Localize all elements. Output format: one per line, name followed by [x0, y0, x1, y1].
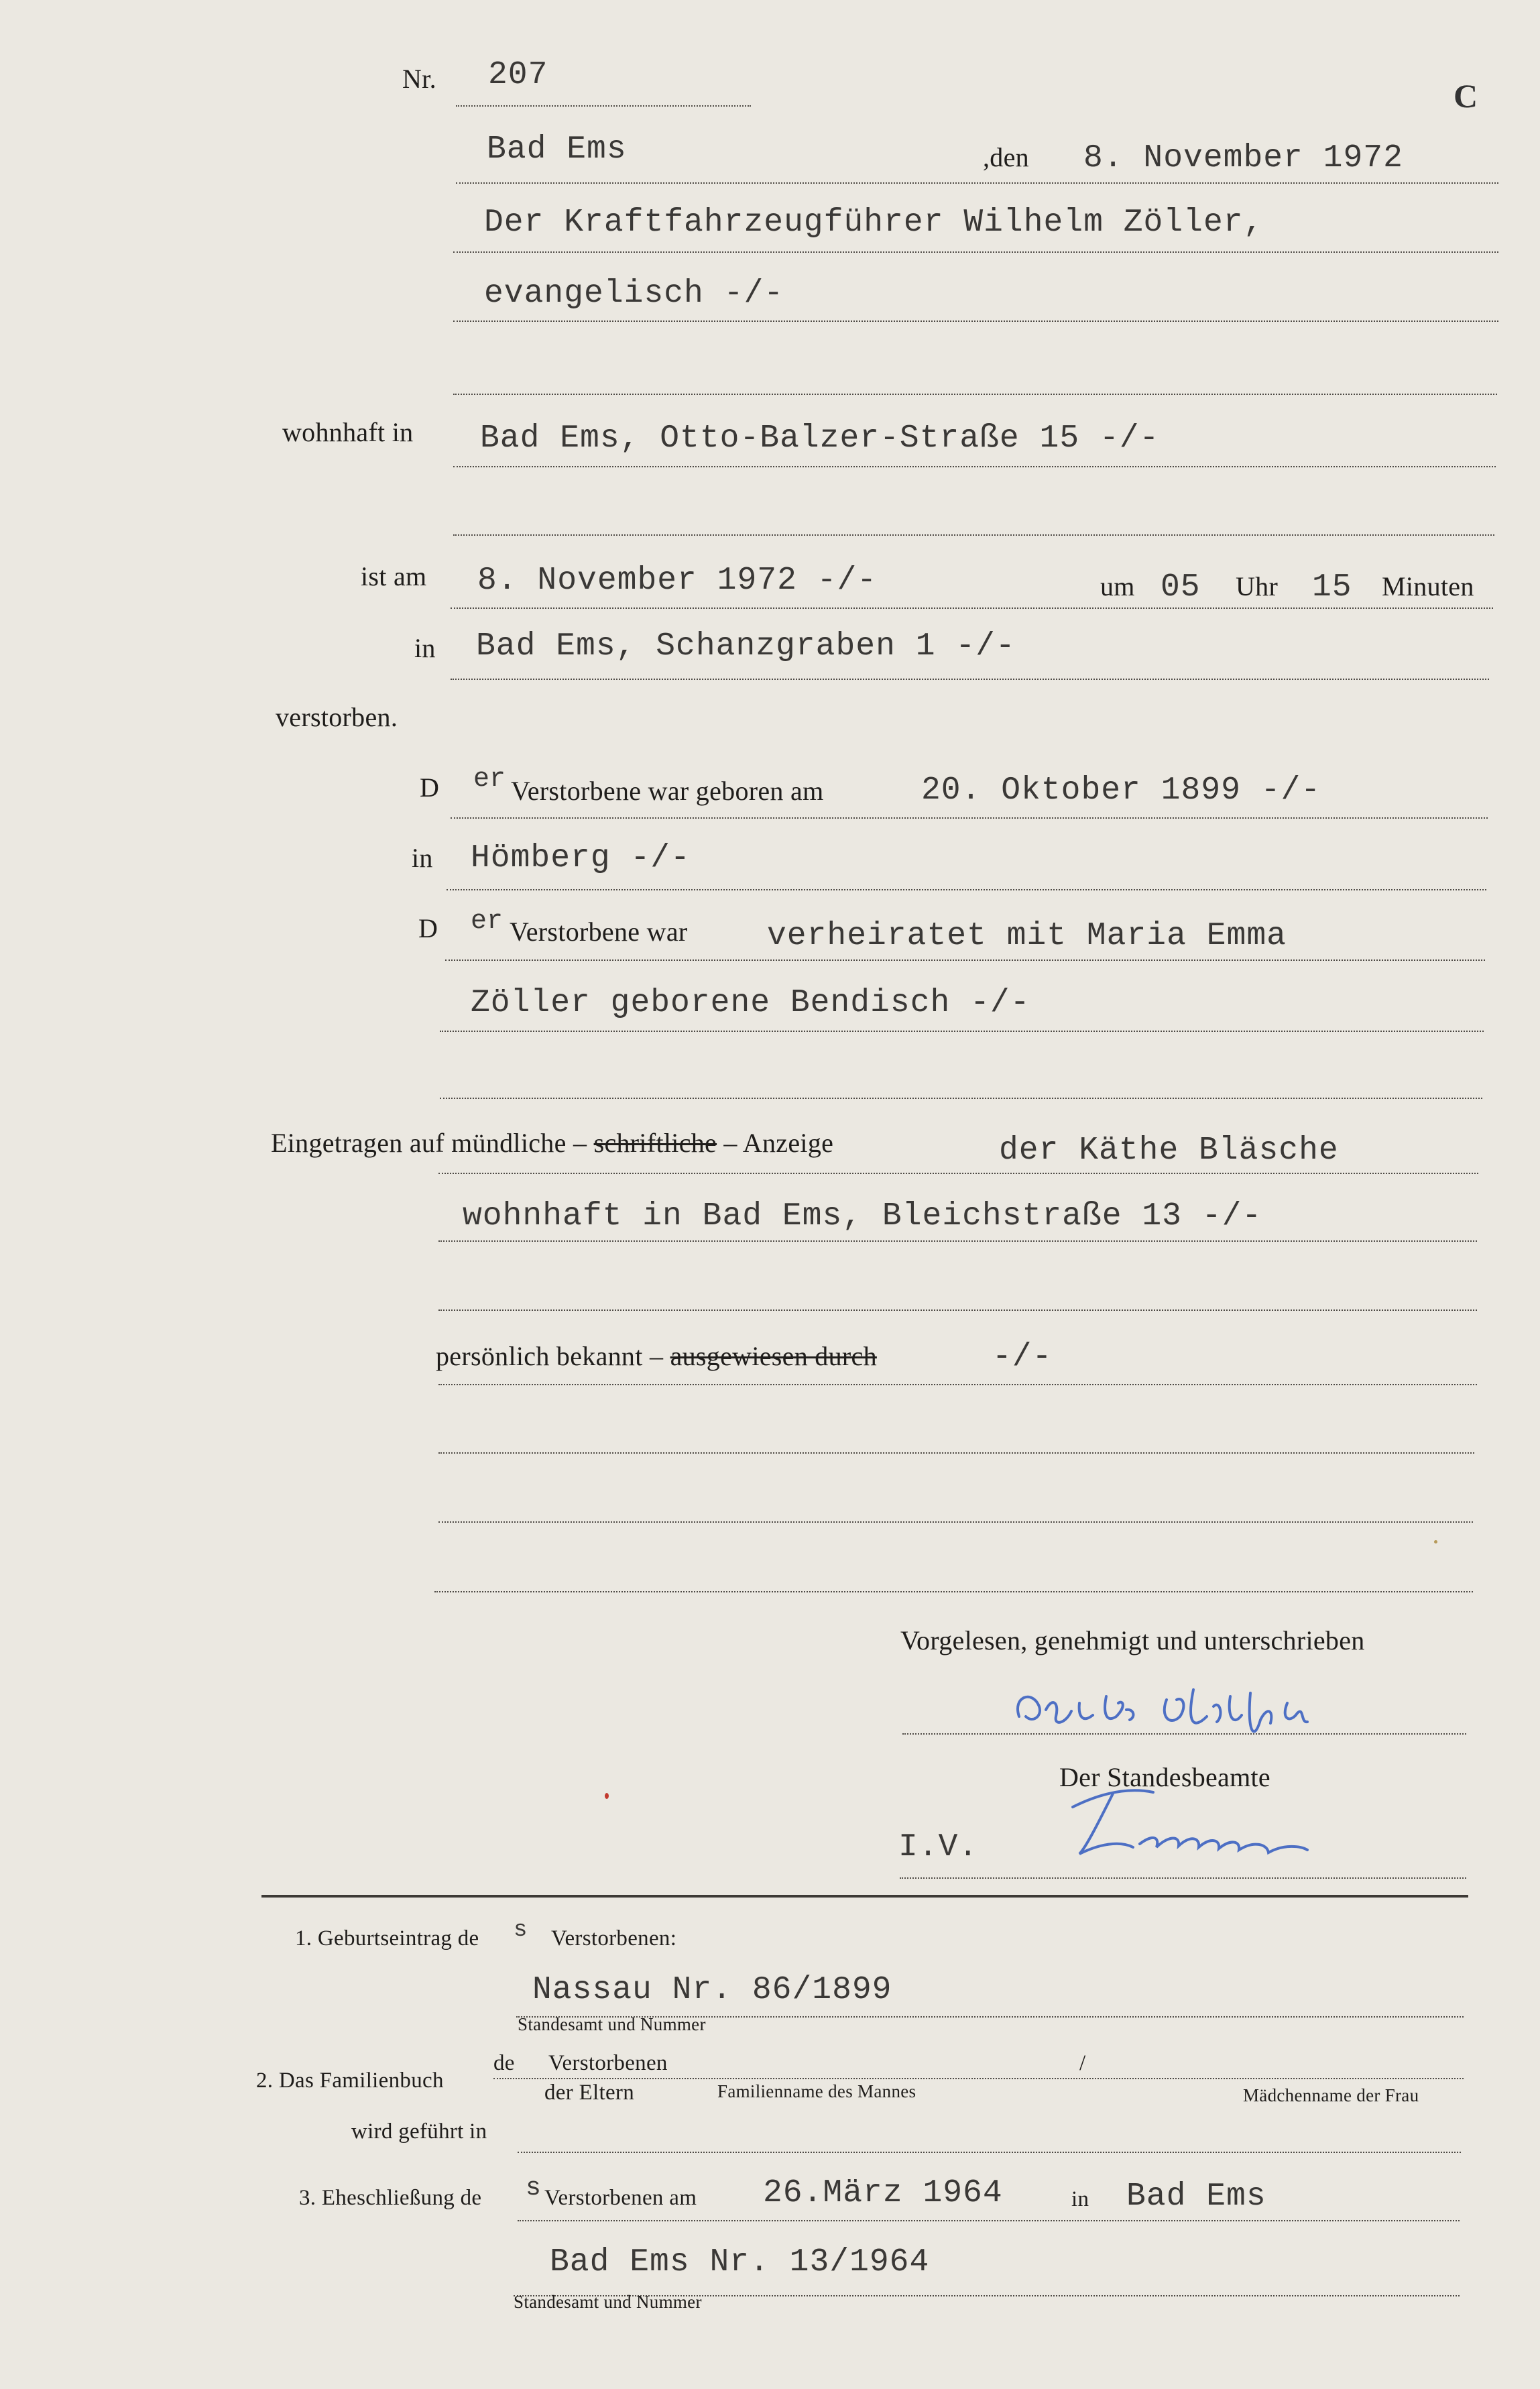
residence-line-2: [453, 534, 1494, 536]
birth-date-value: 20. Oktober 1899 -/-: [921, 772, 1321, 809]
nr-line: [456, 105, 751, 107]
footer-item3-in: in: [1071, 2187, 1089, 2211]
marital-er: er: [471, 907, 504, 937]
marital-d-label: D: [418, 913, 438, 943]
registration-prefix: Eingetragen auf mündliche –: [271, 1128, 587, 1158]
footer-item3-place: Bad Ems: [1126, 2178, 1266, 2215]
birth-place-label: in: [412, 843, 433, 873]
paper-speck: [1434, 1540, 1437, 1543]
death-place-line: [451, 679, 1489, 680]
footer-item2-label: 2. Das Familienbuch: [256, 2068, 444, 2093]
marital-label: Verstorbene war: [510, 917, 688, 947]
birth-place-value: Hömberg -/-: [471, 840, 691, 876]
identity-prefix: persönlich bekannt –: [436, 1341, 664, 1371]
birth-d-label: D: [420, 772, 440, 803]
residence-value: Bad Ems, Otto-Balzer-Straße 15 -/-: [480, 420, 1160, 457]
footer-item1-sup: s: [514, 1918, 528, 1943]
marital-value-2: Zöller geborene Bendisch -/-: [471, 985, 1030, 1021]
footer-item3-line: [518, 2220, 1460, 2221]
identity-value: -/-: [992, 1339, 1053, 1375]
footer-item3-label-b: Verstorbenen am: [544, 2186, 697, 2210]
footer-item3-date: 26.März 1964: [763, 2175, 1003, 2211]
death-place-label: in: [414, 633, 436, 663]
death-minute: 15: [1312, 569, 1352, 605]
birth-date-line: [451, 817, 1488, 819]
section-letter: C: [1454, 77, 1478, 115]
iv-label: I.V.: [898, 1829, 979, 1865]
footer-item3-label-a: 3. Eheschließung de: [299, 2186, 482, 2210]
deceased-line-3: [453, 394, 1497, 395]
death-date-value: 8. November 1972 -/-: [477, 563, 878, 599]
footer-item2-caption-man: Familienname des Mannes: [717, 2081, 916, 2101]
residence-label: wohnhaft in: [282, 417, 414, 447]
footer-item1-label-a: 1. Geburtseintrag de: [295, 1926, 479, 1950]
residence-line: [453, 466, 1496, 467]
marital-line-3: [440, 1098, 1482, 1099]
identity-label: [436, 1343, 877, 1370]
footer-separator: [261, 1895, 1468, 1898]
signature-line-2: [900, 1877, 1466, 1879]
birth-place-line: [447, 889, 1486, 890]
date-label: ,den: [983, 142, 1029, 172]
registration-suffix: – Anzeige: [723, 1128, 834, 1158]
informant-address: wohnhaft in Bad Ems, Bleichstraße 13 -/-: [463, 1198, 1262, 1234]
footer-item3-sup: s: [526, 2174, 541, 2203]
registrar-label: Der Standesbeamte: [1059, 1762, 1270, 1792]
informant-signature: [992, 1670, 1421, 1757]
death-date-line: [451, 607, 1493, 609]
uhr-label: Uhr: [1236, 571, 1279, 601]
identity-line-1: [438, 1384, 1477, 1385]
footer-item3-caption: Standesamt und Nummer: [514, 2292, 702, 2312]
deceased-line-1: [453, 251, 1498, 253]
footer-item2-verstorbenen: Verstorbenen: [548, 2051, 668, 2075]
footer-item1-caption: Standesamt und Nummer: [518, 2014, 706, 2034]
paper-speck: [605, 1793, 609, 1799]
footer-item1-label-b: Verstorbenen:: [551, 1926, 677, 1950]
death-hour: 05: [1161, 569, 1201, 605]
signature-line-1: [902, 1733, 1466, 1735]
verstorben-label: verstorben.: [276, 702, 398, 732]
footer-item2-de: de: [493, 2051, 515, 2075]
deceased-name: Der Kraftfahrzeugführer Wilhelm Zöller,: [484, 205, 1264, 241]
informant-line-2: [438, 1240, 1477, 1242]
registration-struck: schriftliche: [593, 1128, 717, 1158]
informant-line-3: [438, 1309, 1477, 1311]
identity-struck: ausgewiesen durch: [670, 1341, 877, 1371]
footer-item2-wird: wird geführt in: [351, 2119, 487, 2144]
place-date-line: [456, 182, 1498, 184]
identity-line-2: [438, 1452, 1474, 1454]
date-value: 8. November 1972: [1083, 140, 1403, 176]
marital-value-1: verheiratet mit Maria Emma: [767, 918, 1287, 954]
um-label: um: [1100, 571, 1135, 601]
footer-item2-slash: /: [1079, 2051, 1086, 2075]
informant-name: der Käthe Bläsche: [999, 1132, 1339, 1169]
registration-label: [271, 1130, 833, 1157]
identity-line-3: [438, 1521, 1473, 1523]
footer-item2-line: [493, 2078, 1464, 2079]
footer-item3-value: Bad Ems Nr. 13/1964: [550, 2244, 930, 2280]
marital-line-2: [440, 1031, 1484, 1032]
death-place-value: Bad Ems, Schanzgraben 1 -/-: [476, 628, 1016, 664]
read-line: Vorgelesen, genehmigt und unterschrieben: [900, 1625, 1365, 1655]
footer-item2-wird-line: [518, 2152, 1461, 2153]
minuten-label: Minuten: [1382, 571, 1474, 601]
place-value: Bad Ems: [487, 131, 627, 168]
nr-value: 207: [488, 57, 548, 93]
informant-line-1: [438, 1173, 1478, 1174]
registrar-signature: [1019, 1780, 1421, 1874]
identity-line-4: [434, 1591, 1473, 1592]
footer-item2-eltern: der Eltern: [544, 2081, 635, 2105]
death-date-label: ist am: [361, 561, 427, 591]
nr-label: Nr.: [402, 64, 436, 94]
footer-item1-value: Nassau Nr. 86/1899: [532, 1972, 892, 2008]
birth-er: er: [473, 764, 506, 795]
deceased-religion: evangelisch -/-: [484, 276, 784, 312]
birth-label: Verstorbene war geboren am: [511, 776, 824, 806]
marital-line-1: [445, 959, 1485, 961]
deceased-line-2: [453, 321, 1498, 322]
footer-item2-caption-woman: Mädchenname der Frau: [1243, 2085, 1419, 2105]
